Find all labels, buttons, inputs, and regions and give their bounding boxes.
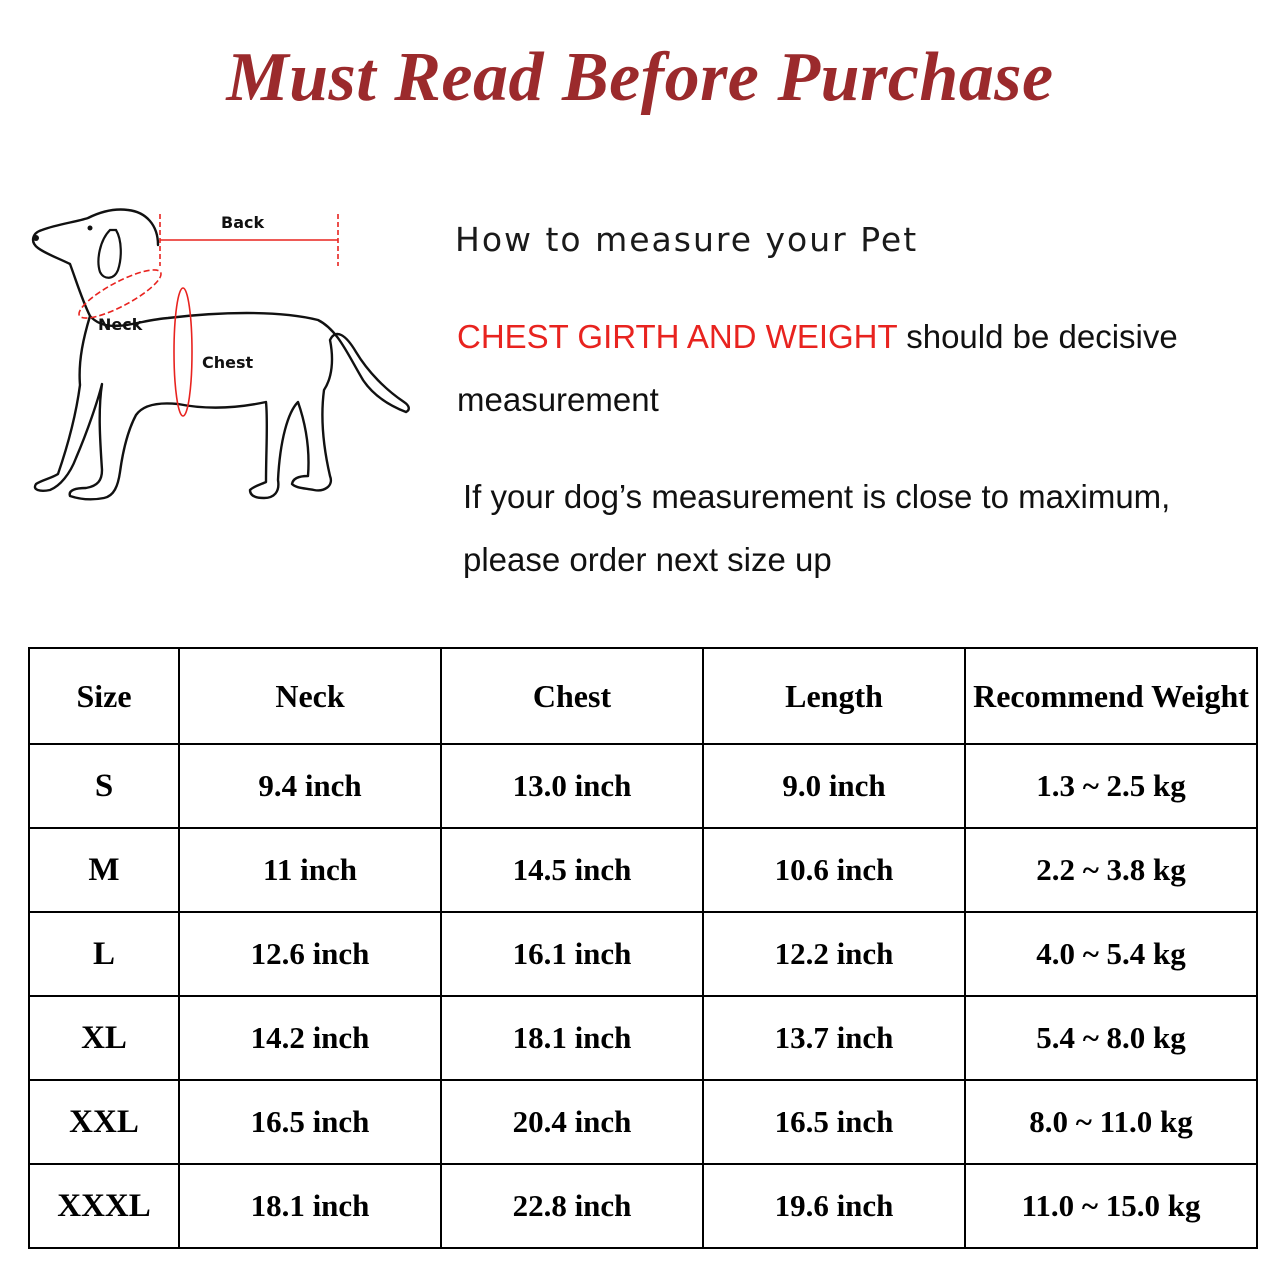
weight-cell: 8.0 ~ 11.0 kg xyxy=(965,1080,1257,1164)
neck-cell: 18.1 inch xyxy=(179,1164,441,1248)
back-label: Back xyxy=(221,213,265,232)
dog-measurement-diagram xyxy=(18,140,418,550)
length-cell: 10.6 inch xyxy=(703,828,965,912)
length-cell: 13.7 inch xyxy=(703,996,965,1080)
chest-measure-loop xyxy=(174,288,192,416)
chest-cell: 18.1 inch xyxy=(441,996,703,1080)
weight-cell: 11.0 ~ 15.0 kg xyxy=(965,1164,1257,1248)
size-cell: L xyxy=(29,912,179,996)
dog-eye xyxy=(88,226,93,231)
length-cell: 9.0 inch xyxy=(703,744,965,828)
weight-cell: 5.4 ~ 8.0 kg xyxy=(965,996,1257,1080)
length-cell: 19.6 inch xyxy=(703,1164,965,1248)
table-row xyxy=(29,1080,1257,1164)
weight-cell: 4.0 ~ 5.4 kg xyxy=(965,912,1257,996)
chest-cell: 13.0 inch xyxy=(441,744,703,828)
neck-label: Neck xyxy=(98,315,143,334)
size-chart-table xyxy=(28,647,1258,1249)
weight-cell: 1.3 ~ 2.5 kg xyxy=(965,744,1257,828)
page-title: Must Read Before Purchase xyxy=(226,39,1054,116)
dog-nose xyxy=(33,235,39,241)
header-size: Size xyxy=(29,648,179,744)
header-chest: Chest xyxy=(441,648,703,744)
measure-heading: How to measure your Pet xyxy=(455,220,919,259)
length-cell: 12.2 inch xyxy=(703,912,965,996)
chest-cell: 20.4 inch xyxy=(441,1080,703,1164)
neck-cell: 11 inch xyxy=(179,828,441,912)
dog-ear xyxy=(98,230,120,278)
table-row xyxy=(29,996,1257,1080)
decisive-measurement-rest: should be decisive measurement xyxy=(457,318,1178,418)
header-recommend-weight: Recommend Weight xyxy=(965,648,1257,744)
table-header-row xyxy=(29,648,1257,744)
neck-cell: 14.2 inch xyxy=(179,996,441,1080)
weight-cell: 2.2 ~ 3.8 kg xyxy=(965,828,1257,912)
chest-label: Chest xyxy=(202,353,254,372)
length-cell: 16.5 inch xyxy=(703,1080,965,1164)
table-row xyxy=(29,828,1257,912)
size-cell: S xyxy=(29,744,179,828)
neck-cell: 9.4 inch xyxy=(179,744,441,828)
table-row xyxy=(29,744,1257,828)
size-up-note: If your dog’s measurement is close to maximum, please order next size up xyxy=(463,478,1171,578)
chest-weight-highlight: CHEST GIRTH AND WEIGHT xyxy=(457,318,898,355)
chest-cell: 16.1 inch xyxy=(441,912,703,996)
chest-cell: 22.8 inch xyxy=(441,1164,703,1248)
size-cell: XL xyxy=(29,996,179,1080)
dog-outline-illustration xyxy=(18,140,418,550)
neck-cell: 16.5 inch xyxy=(179,1080,441,1164)
table-row xyxy=(29,912,1257,996)
header-neck: Neck xyxy=(179,648,441,744)
chest-cell: 14.5 inch xyxy=(441,828,703,912)
decisive-measurement-note xyxy=(457,305,1267,431)
size-cell: M xyxy=(29,828,179,912)
table-row xyxy=(29,1164,1257,1248)
size-cell: XXL xyxy=(29,1080,179,1164)
header-length: Length xyxy=(703,648,965,744)
size-cell: XXXL xyxy=(29,1164,179,1248)
neck-cell: 12.6 inch xyxy=(179,912,441,996)
